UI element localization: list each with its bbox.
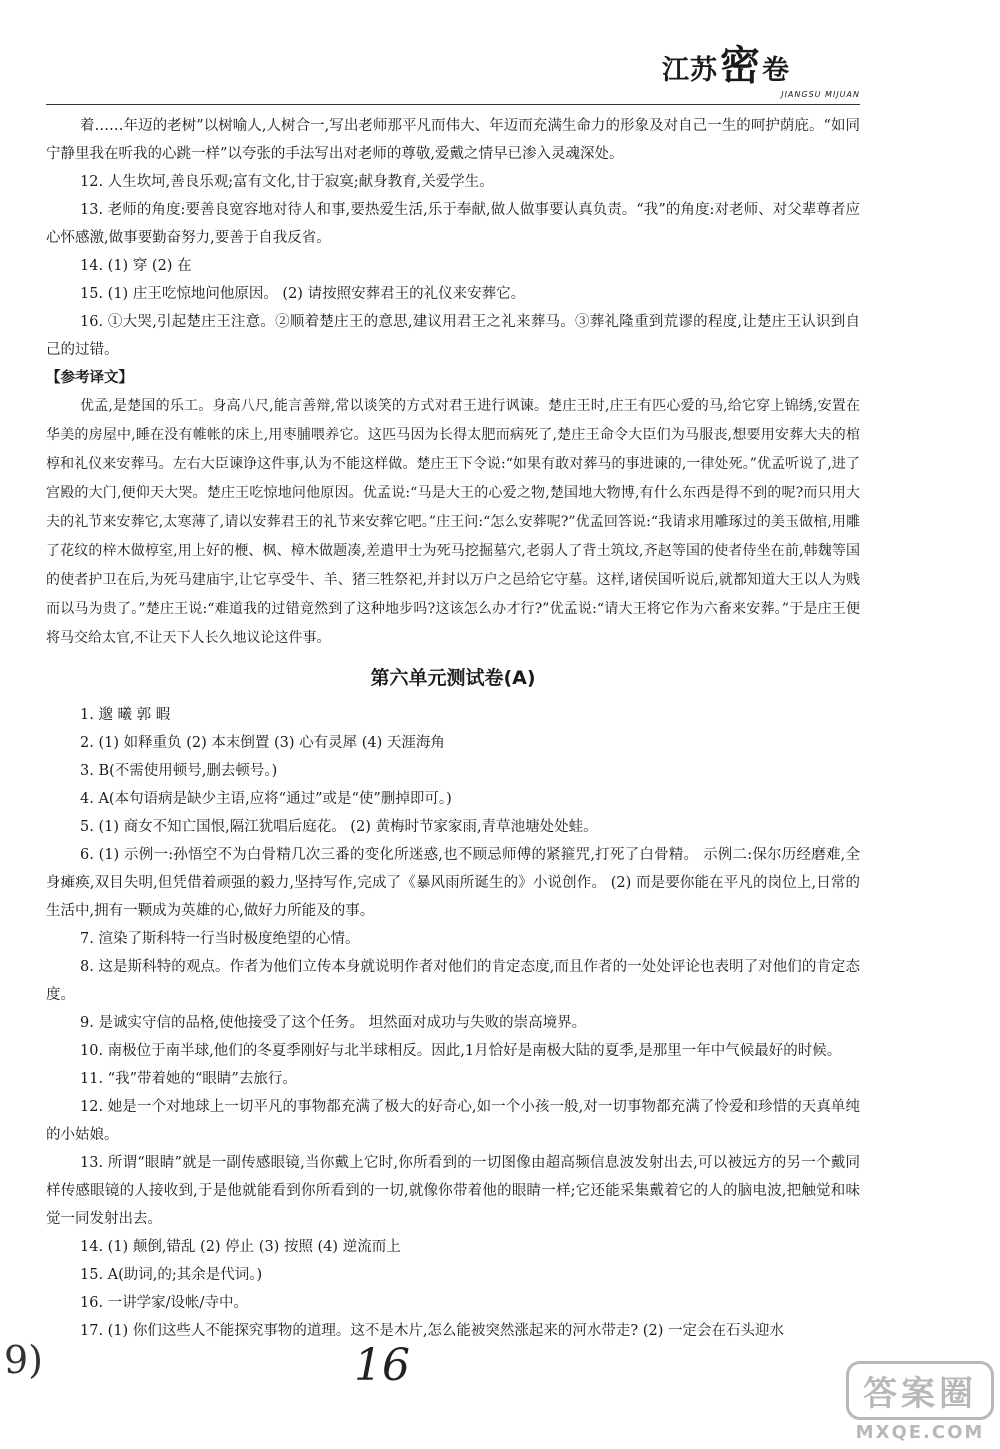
- answer-paragraph: 16. ①大哭,引起楚庄王注意。②顺着楚庄王的意思,建议用君王之礼来葬马。③葬礼隆重到荒谬的程度,让楚庄王认识到自己的过错。: [46, 314, 860, 358]
- answer-paragraph: 15. A(助词,的;其余是代词。): [80, 1267, 263, 1283]
- answer-paragraph: 15. (1) 庄王吃惊地问他原因。 (2) 请按照安葬君王的礼仪来安葬它。: [80, 286, 526, 302]
- answer-paragraph: 2. (1) 如释重负 (2) 本末倒置 (3) 心有灵犀 (4) 天涯海角: [80, 735, 445, 751]
- answer-paragraph: 13. 所谓“眼睛”就是一副传感眼镜,当你戴上它时,你所看到的一切图像由超高频信息波发射出去,可以被远方的另一个戴同样传感眼镜的人接收到,于是他就能看到你所看到的一切,就像你带着他的眼睛一样;它还能采集戴着它的人的脑电波,把触觉和味觉一同发射出去。: [46, 1155, 860, 1227]
- answer-paragraph: 着……年迈的老树”以树喻人,人树合一,写出老师那平凡而伟大、年迈而充满生命力的形象及对自己一生的呵护荫庇。“如同宁静里我在听我的心跳一样”以夸张的手法写出对老师的尊敬,爱戴之情早已渗入灵魂深处。: [46, 118, 860, 162]
- answer-paragraph: 13. 老师的角度:要善良宽容地对待人和事,要热爱生活,乐于奉献,做人做事要认真负责。“我”的角度:对老师、对父辈尊者应心怀感激,做事要勤奋努力,要善于自我反省。: [46, 202, 860, 246]
- logo-text-mi: 密: [720, 42, 760, 89]
- answer-paragraph: 5. (1) 商女不知亡国恨,隔江犹唱后庭花。 (2) 黄梅时节家家雨,青草池塘处处蛙。: [80, 819, 598, 835]
- answer-paragraph: 12. 人生坎坷,善良乐观;富有文化,甘于寂寞;献身教育,关爱学生。: [80, 174, 494, 190]
- reference-translation-heading: 【参考译文】: [46, 370, 133, 386]
- answer-paragraph: 3. B(不需使用顿号,删去顿号。): [80, 763, 278, 779]
- header-divider: [46, 104, 860, 105]
- answer-paragraph: 9. 是诚实守信的品格,使他接受了这个任务。 坦然面对成功与失败的崇高境界。: [80, 1015, 587, 1031]
- section-title: 第六单元测试卷(A): [370, 667, 536, 689]
- logo-text-jiangsu: 江苏: [662, 55, 718, 86]
- answer-paragraph: 4. A(本句语病是缺少主语,应将“通过”或是“使”删掉即可。): [80, 791, 452, 807]
- logo-text-juan: 卷: [762, 55, 790, 86]
- answer-paragraph: 17. (1) 你们这些人不能探究事物的道理。这不是木片,怎么能被突然涨起来的河水带走? (2) 一定会在石头迎水: [80, 1323, 784, 1339]
- answer-paragraph: 8. 这是斯科特的观点。作者为他们立传本身就说明作者对他们的肯定态度,而且作者的一处处评论也表明了对他们的肯定态度。: [46, 959, 860, 1003]
- answer-paragraph: 1. 邈 曦 郭 暇: [80, 707, 171, 723]
- page-number: 16: [354, 1340, 410, 1391]
- answer-paragraph: 10. 南极位于南半球,他们的冬夏季刚好与北半球相反。因此,1月恰好是南极大陆的夏季,是那里一年中气候最好的时候。: [80, 1043, 842, 1059]
- answer-paragraph: 12. 她是一个对地球上一切平凡的事物都充满了极大的好奇心,如一个小孩一般,对一切事物都充满了怜爱和珍惜的天真单纯的小姑娘。: [46, 1099, 860, 1143]
- answer-paragraph: 6. (1) 示例一:孙悟空不为白骨精几次三番的变化所迷惑,也不顾忌师傅的紧箍咒,打死了白骨精。 示例二:保尔历经磨难,全身瘫痪,双目失明,但凭借着顽强的毅力,坚持写作,完成了《暴风雨所诞生的》小说创作。 (2) 而是要你能在平凡的岗位上,日常的生活中,拥有一颗成为英雄的心,做好力所能及的事。: [46, 847, 860, 919]
- watermark-badge: 答案圈: [846, 1361, 994, 1420]
- logo-subtitle: JIANGSU MIJUAN: [781, 90, 860, 99]
- answer-paragraph: 14. (1) 颠倒,错乱 (2) 停止 (3) 按照 (4) 逆流而上: [80, 1239, 401, 1255]
- answer-paragraph: 11. “我”带着她的“眼睛”去旅行。: [80, 1071, 297, 1087]
- answer-paragraph: 7. 渲染了斯科特一行当时极度绝望的心情。: [80, 931, 360, 947]
- reference-translation: [46, 392, 860, 653]
- translation-text: 优孟,是楚国的乐工。身高八尺,能言善辩,常以谈笑的方式对君王进行讽谏。楚庄王时,庄王有匹心爱的马,给它穿上锦绣,安置在华美的房屋中,睡在没有帷帐的床上,用枣脯喂养它。这匹马因为长得太肥而病死了,楚庄王命令大臣们为马服丧,想要用安葬大夫的棺椁和礼仪来安葬马。左右大臣谏诤这件事,认为不能这样做。楚庄王下令说:“如果有敢对葬马的事进谏的,一律处死。”优孟听说了,进了宫殿的大门,便仰天大哭。楚庄王吃惊地问他原因。优孟说:“马是大王的心爱之物,楚国地大物博,有什么东西是得不到的呢?而只用大夫的礼节来安葬它,太寒薄了,请以安葬君王的礼节来安葬它吧。”庄王问:“怎么安葬呢?”优孟回答说:“我请求用雕琢过的美玉做棺,用雕了花纹的梓木做椁室,用上好的楩、枫、樟木做题凑,差遣甲士为死马挖掘墓穴,老弱人了背土筑坟,齐赵等国的使者侍坐在前,韩魏等国的使者护卫在后,为死马建庙宇,让它享受牛、羊、猪三牲祭祀,并封以万户之邑给它守墓。这样,诸侯国听说后,就都知道大王以人为贱而以马为贵了。”楚庄王说:“难道我的过错竟然到了这种地步吗?这该怎么办才行?”优孟说:“请大王将它作为六畜来安葬。”于是庄王便将马交给太官,不让天下人长久地议论这件事。: [46, 398, 860, 646]
- margin-handwriting-mark: 9): [4, 1338, 44, 1382]
- answer-paragraph: 16. 一讲学家/设帐/寺中。: [80, 1295, 248, 1311]
- answer-paragraph: 14. (1) 穿 (2) 在: [80, 258, 192, 274]
- watermark-url: MXQE.COM: [855, 1422, 985, 1443]
- watermark: [846, 1361, 994, 1443]
- brand-logo: [662, 42, 790, 89]
- page-content: [46, 112, 860, 1345]
